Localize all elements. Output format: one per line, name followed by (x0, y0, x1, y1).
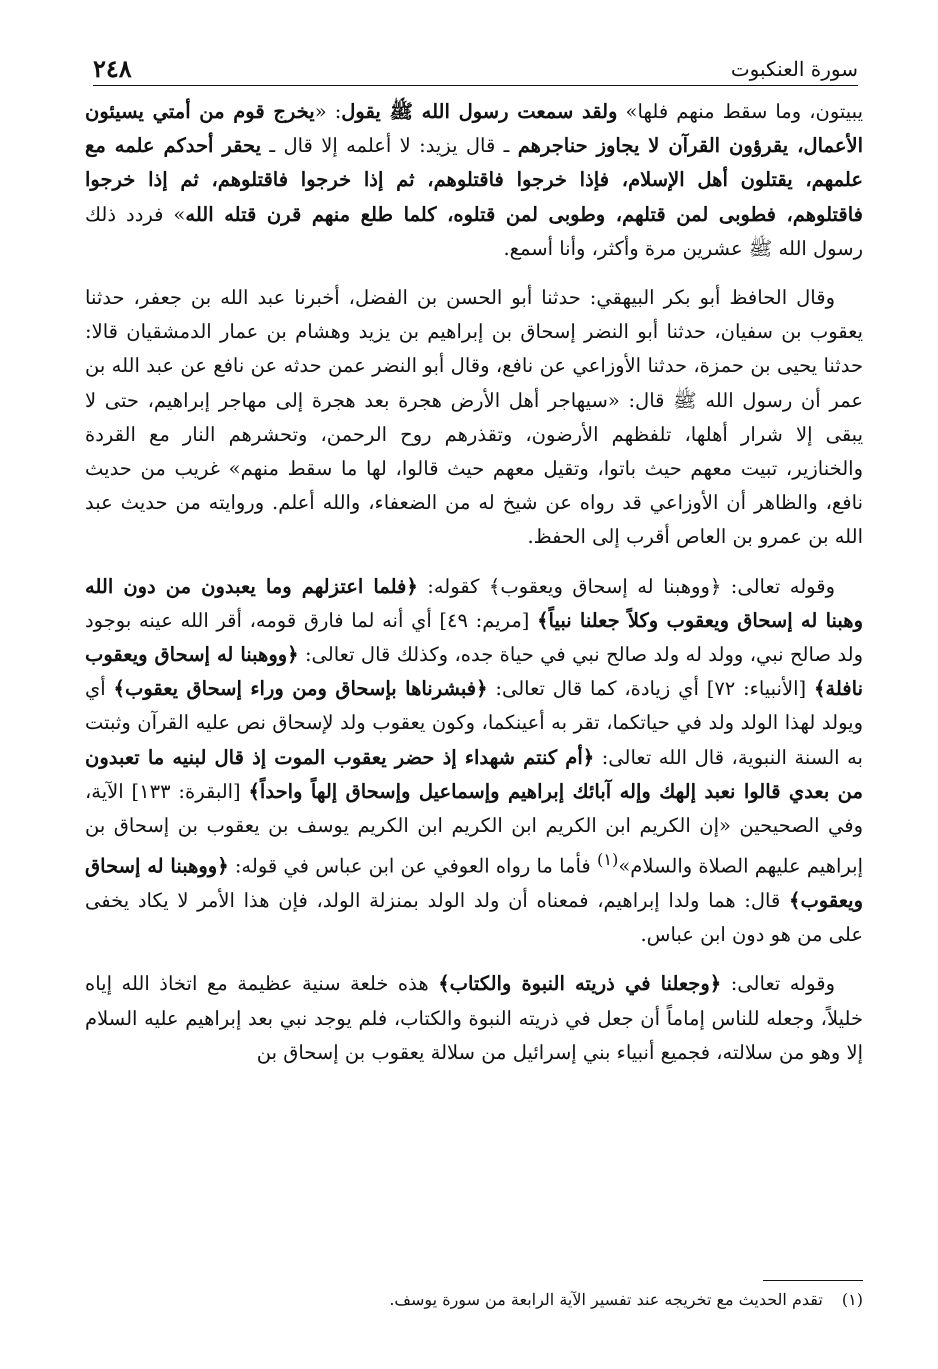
text-segment: سيهاجر أهل الأرض هجرة بعد هجرة إلى مهاجر إبراهيم، حتى لا يبقى إلا شرار أهلها، تلفظهم الأرضون، وتقذرهم روح الرحمن، وتحشرهم النار مع القردة والخنازير، تبيت معهم حيث باتوا، وتقيل معهم حيث قالوا، لها ما سقط منهم (85, 388, 863, 481)
surah-name: سورة العنكبوت (730, 57, 858, 81)
text-segment: أي ويولد لهذا الولد ولد في حياتكما، تقر به أعينكما، وكون يعقوب ولد لإسحاق نص عليه القرآن وثبتت به السنة النبوية، قال الله تعالى: (85, 677, 863, 769)
text-segment: قال: هما ولدا إبراهيم، فمعناه أن ولد الولد بمنزلة الولد، فإن هذا الأمر لا يكاد يخفى على من هو دون ابن عباس. (85, 888, 863, 947)
text-segment: ﴿ووهبنا له إسحاق ويعقوب﴾ (85, 854, 863, 912)
text-segment: [مريم: ٤٩] أي أنه لما فارق قومه، أقر الله عينه بوجود ولد صالح نبي، وولد له ولد صالح نبي في حياة جده، وكذلك قال تعالى: (85, 608, 863, 667)
main-text (85, 95, 863, 1085)
text-segment: ﴿فبشرناها بإسحاق ومن وراء إسحاق يعقوب﴾ (113, 677, 488, 701)
text-segment: يبيتون، (801, 100, 863, 123)
footnote (85, 1288, 863, 1312)
text-segment: يخرج قوم من أمتي يسيئون الأعمال، يقرؤون القرآن لا يجاوز حناجرهم (85, 100, 863, 158)
paragraph (85, 570, 863, 953)
text-segment: ﴿وجعلنا في ذريته النبوة والكتاب﴾ (438, 972, 722, 996)
paragraph (85, 967, 863, 1070)
text-segment: ـ قال يزيد: لا أعلمه إلا قال ـ (261, 134, 518, 158)
text-segment: [الأنبياء: ٧٢] أي زيادة، كما قال تعالى: (487, 677, 814, 701)
paragraph (85, 95, 863, 266)
text-segment: » غريب من حديث نافع، والظاهر أن الأوزاعي قد رواه عن شيخ له من الضعفاء، والله أعلم. وروايته من حديث عبد الله بن عمرو بن العاص أقرب إلى الحفظ. (85, 457, 863, 549)
text-segment: كقوله: (417, 574, 489, 598)
text-segment: ﴿أم كنتم شهداء إذ حضر يعقوب الموت إذ قال لبنيه ما تعبدون من بعدي قالوا نعبد إلهك وإله آبائك إبراهيم وإسماعيل وإسحاق إلهاً واحداً﴾ (85, 745, 863, 803)
text-segment: : « (314, 100, 342, 123)
text-segment: وقوله تعالى: (721, 574, 835, 598)
paragraph (85, 281, 863, 555)
footnote-text: تقدم الحديث مع تخريجه عند تفسير الآية الرابعة من سورة يوسف. (389, 1290, 823, 1309)
page-header (93, 45, 858, 86)
text-segment: وقوله تعالى: (721, 972, 835, 996)
text-segment: يحقر أحدكم علمه مع علمهم، يقتلون أهل الإسلام، فإذا خرجوا فاقتلوهم، ثم إذا خرجوا فاقتلوهم، ثم إذا خرجوا فاقتلوهم، فطوبى لمن قتلهم، وطوبى لمن قتلوه، كلما طلع منهم قرن قتله الله (85, 134, 863, 226)
footnote-marker: (١) (596, 850, 619, 870)
page-number: ٢٤٨ (93, 54, 132, 83)
text-segment: » (617, 100, 638, 123)
text-segment: وما سقط منهم فلها (637, 100, 802, 123)
text-segment: » فردد ذلك رسول الله ﷺ عشرين مرة وأكثر، وأنا أسمع. (85, 202, 863, 260)
text-segment: فأما ما رواه العوفي عن ابن عباس في قوله: (228, 854, 597, 878)
text-segment: ﴿ووهبنا له إسحاق ويعقوب﴾ (488, 574, 722, 598)
text-segment: [البقرة: ١٣٣] الآية، وفي الصحيحين «إن الكريم ابن الكريم ابن الكريم ابن الكريم يوسف بن يعقوب بن إسحاق بن إبراهيم عليهم الصلاة والسلام» (85, 779, 863, 878)
text-segment: وقال الحافظ أبو بكر البيهقي: حدثنا أبو الحسن بن الفضل، أخبرنا عبد الله بن جعفر، حدثنا يعقوب بن سفيان، حدثنا أبو النضر إسحاق بن إبراهيم بن يزيد وهشام بن عمار الدمشقيان قالا: حدثنا يحيى بن حمزة، حدثنا الأوزاعي عن نافع، وقال أبو النضر عمن حدثه عن نافع عن عبد الله بن عمر أن رسول الله ﷺ قال: « (85, 286, 864, 412)
text-segment: ﴿ووهبنا له إسحاق ويعقوب نافلة﴾ (85, 643, 863, 701)
footnote-divider (763, 1280, 863, 1281)
text-segment: ولقد سمعت رسول الله ﷺ يقول (341, 100, 618, 123)
text-segment: هذه خلعة سنية عظيمة مع اتخاذ الله إياه خليلاً، وجعله للناس إماماً أن جعل في ذريته النبوة والكتاب، فلم يوجد نبي بعد إبراهيم عليه السلام إلا وهو من سلالته، فجميع أنبياء بني إسرائيل من سلالة يعقوب بن إسحاق بن (85, 972, 863, 1064)
footnote-number: (١) (841, 1290, 863, 1309)
text-segment: ﴿فلما اعتزلهم وما يعبدون من دون الله وهبنا له إسحاق ويعقوب وكلاً جعلنا نبياً﴾ (85, 574, 863, 632)
